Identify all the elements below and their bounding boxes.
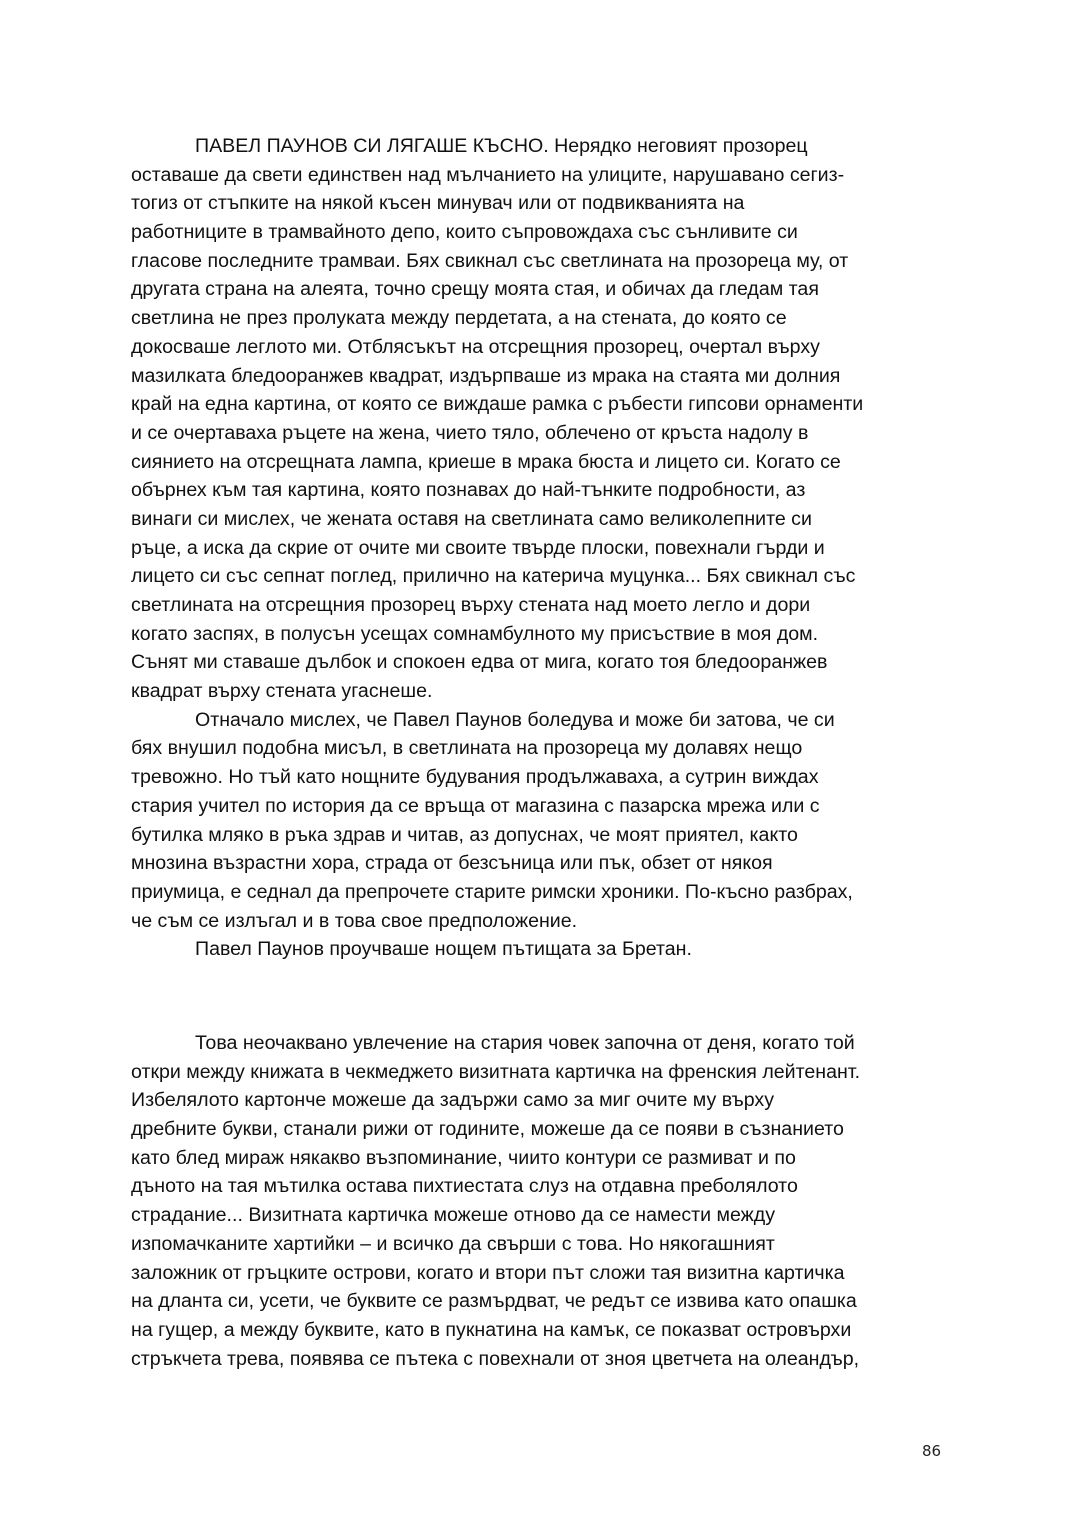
text-line: страдание... Визитната картичка можеше отново да се намести между: [131, 1204, 776, 1227]
text-line: на дланта си, усети, че буквите се размърдват, че редът се извива като опашка: [131, 1290, 857, 1313]
text-line: като блед мираж някакво възпоминание, чиито контури се размиват и по: [131, 1146, 796, 1169]
text-line: лицето си със сепнат поглед, прилично на катерича муцунка... Бях свикнал със: [131, 565, 856, 588]
text-line: стария учител по история да се връща от магазина с пазарска мрежа или с: [131, 794, 820, 817]
text-line: квадрат върху стената угаснеше.: [131, 680, 433, 703]
text-line: край на една картина, от която се виждаше рамка с ръбести гипсови орнаменти: [131, 393, 864, 416]
text-line: откри между книжата в чекмеджето визитната картичка на френския лейтенант.: [131, 1060, 861, 1083]
text-line: бях внушил подобна мисъл, в светлината на прозореца му долавях нещо: [131, 737, 803, 760]
text-line: Избелялото картонче можеше да задържи само за миг очите му върху: [131, 1089, 775, 1112]
text-line: мнозина възрастни хора, страда от безсъница или пък, обзет от някоя: [131, 852, 773, 875]
text-line: тревожно. Но тъй като нощните будувания продължаваха, а сутрин виждах: [131, 766, 819, 789]
text-line: мазилката бледооранжев квадрат, издърпваше из мрака на стаята ми долния: [131, 364, 841, 387]
text-line: работниците в трамвайното депо, които съпровождаха със сънливите си: [131, 221, 798, 244]
text-line: на гущер, а между буквите, като в пукнатина на камък, се показват островърхи: [131, 1318, 852, 1341]
text-line: тогиз от стъпките на някой късен минувач или от подвикванията на: [131, 192, 745, 215]
text-line: оставаше да свети единствен над мълчанието на улиците, нарушавано сегиз-: [131, 163, 845, 186]
text-line: заложник от гръцките острови, когато и втори път сложи тая визитна картичка: [131, 1261, 845, 1284]
text-line: обърнех към тая картина, която познавах до най-тънките подробности, аз: [131, 479, 806, 502]
text-line: светлина не през пролуката между пердетата, а на стената, до която се: [131, 307, 787, 330]
text-section-one: [131, 132, 951, 964]
text-line: ПАВЕЛ ПАУНОВ СИ ЛЯГАШЕ КЪСНО. Нерядко неговият прозорец: [195, 135, 808, 157]
text-line: сиянието на отсрещната лампа, криеше в мрака бюста и лицето си. Когато се: [131, 450, 841, 473]
text-line: стръкчета трева, появява се пътека с повехнали от зноя цветчета на олеандър,: [131, 1347, 860, 1370]
text-line: изпомачканите хартийки – и всичко да свърши с това. Но някогашният: [131, 1232, 775, 1255]
text-section-two: [131, 1029, 951, 1373]
text-line: бутилка мляко в ръка здрав и читав, аз допуснах, че моят приятел, както: [131, 823, 798, 846]
text-line: докосваше леглото ми. Отблясъкът на отсрещния прозорец, очертал върху: [131, 335, 820, 358]
text-line: гласове последните трамваи. Бях свикнал със светлината на прозореца му, от: [131, 249, 849, 272]
text-line: Отначало мислех, че Павел Паунов боледува и може би затова, че си: [195, 708, 835, 731]
text-line: Павел Паунов проучваше нощем пътищата за Бретан.: [195, 938, 692, 961]
page-number: 86: [922, 1442, 942, 1460]
text-line: че съм се излъгал и в това свое предположение.: [131, 909, 578, 932]
text-line: и се очертаваха ръцете на жена, чието тяло, облечено от кръста надолу в: [131, 421, 809, 444]
text-line: когато заспях, в полусън усещах сомнамбулното му присъствие в моя дом.: [131, 622, 819, 645]
text-line: другата страна на алеята, точно срещу моята стая, и обичах да гледам тая: [131, 278, 819, 301]
text-line: приумица, е седнал да препрочете старите римски хроники. По-късно разбрах,: [131, 880, 853, 903]
text-line: Сънят ми ставаше дълбок и спокоен едва от мига, когато тоя бледооранжев: [131, 651, 828, 674]
text-line: винаги си мислех, че жената оставя на светлината само великолепните си: [131, 507, 812, 530]
text-line: Това неочаквано увлечение на стария човек започна от деня, когато той: [195, 1032, 855, 1054]
text-line: дъното на тая мътилка остава пихтиестата слуз на отдавна преболялото: [131, 1175, 798, 1198]
text-line: ръце, а иска да скрие от очите ми своите твърде плоски, повехнали гърди и: [131, 536, 825, 559]
text-line: светлината на отсрещния прозорец върху стената над моето легло и дори: [131, 594, 811, 616]
text-line: дребните букви, станали рижи от годините, можеше да се появи в съзнанието: [131, 1118, 844, 1141]
